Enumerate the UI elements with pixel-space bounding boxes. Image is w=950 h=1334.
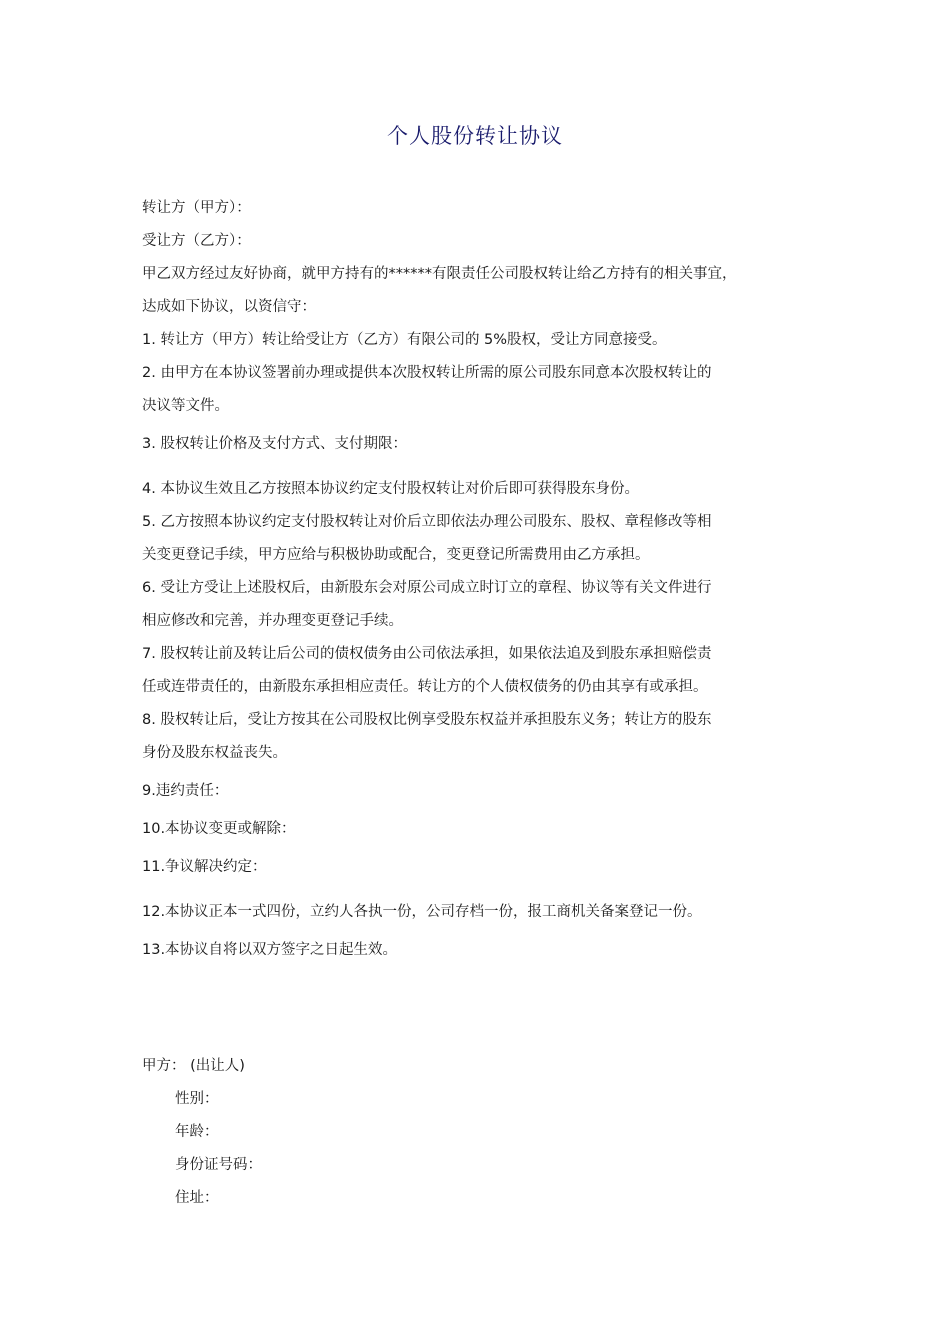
clause-5-line-2: 关变更登记手续，甲方应给与积极协助或配合，变更登记所需费用由乙方承担。: [142, 547, 650, 563]
clause-3: 3. 股权转让价格及支付方式、支付期限：: [142, 436, 407, 452]
transferee-label: 受让方（乙方）：: [142, 233, 251, 249]
clause-5-line-1: 5. 乙方按照本协议约定支付股权转让对价后立即依法办理公司股东、股权、章程修改等相: [142, 514, 712, 530]
clause-7-line-1: 7. 股权转让前及转让后公司的债权债务由公司依法承担，如果依法追及到股东承担赔偿责: [142, 646, 712, 662]
clause-6-line-2: 相应修改和完善，并办理变更登记手续。: [142, 613, 403, 629]
clause-2-line-1: 2. 由甲方在本协议签署前办理或提供本次股权转让所需的原公司股东同意本次股权转让的: [142, 365, 712, 381]
clause-13: 13.本协议自将以双方签字之日起生效。: [142, 942, 398, 958]
signature-block: [142, 1050, 814, 1215]
document-title: 个人股份转让协议: [387, 124, 563, 148]
clause-1: 1. 转让方（甲方）转让给受让方（乙方）有限公司的 5%股权，受让方同意接受。: [142, 332, 667, 348]
intro-line-2: 达成如下协议，以资信守：: [142, 299, 316, 315]
clause-8-line-1: 8. 股权转让后，受让方按其在公司股权比例享受股东权益并承担股东义务；转让方的股东: [142, 712, 712, 728]
clause-4: 4. 本协议生效且乙方按照本协议约定支付股权转让对价后即可获得股东身份。: [142, 481, 639, 497]
clause-8-line-2: 身份及股东权益丧失。: [142, 745, 287, 761]
clause-9: 9.违约责任：: [142, 783, 229, 799]
intro-line-1: 甲乙双方经过友好协商，就甲方持有的******有限责任公司股权转让给乙方持有的相关事宜，: [142, 266, 737, 282]
gender-label: 性别：: [175, 1091, 219, 1107]
clause-10: 10.本协议变更或解除：: [142, 821, 296, 837]
document-body: [142, 192, 814, 967]
clause-2-line-2: 决议等文件。: [142, 398, 229, 414]
transferor-label: 转让方（甲方）：: [142, 200, 251, 216]
address-label: 住址：: [175, 1190, 219, 1206]
clause-12: 12.本协议正本一式四份，立约人各执一份，公司存档一份，报工商机关备案登记一份。: [142, 904, 702, 920]
clause-11: 11.争议解决约定：: [142, 859, 267, 875]
clause-7-line-2: 任或连带责任的，由新股东承担相应责任。转让方的个人债权债务的仍由其享有或承担。: [142, 679, 708, 695]
id-number-label: 身份证号码：: [175, 1157, 262, 1173]
clause-6-line-1: 6. 受让方受让上述股权后，由新股东会对原公司成立时订立的章程、协议等有关文件进行: [142, 580, 712, 596]
age-label: 年龄：: [175, 1124, 219, 1140]
party-a-signature-label: 甲方： (出让人): [142, 1058, 245, 1074]
